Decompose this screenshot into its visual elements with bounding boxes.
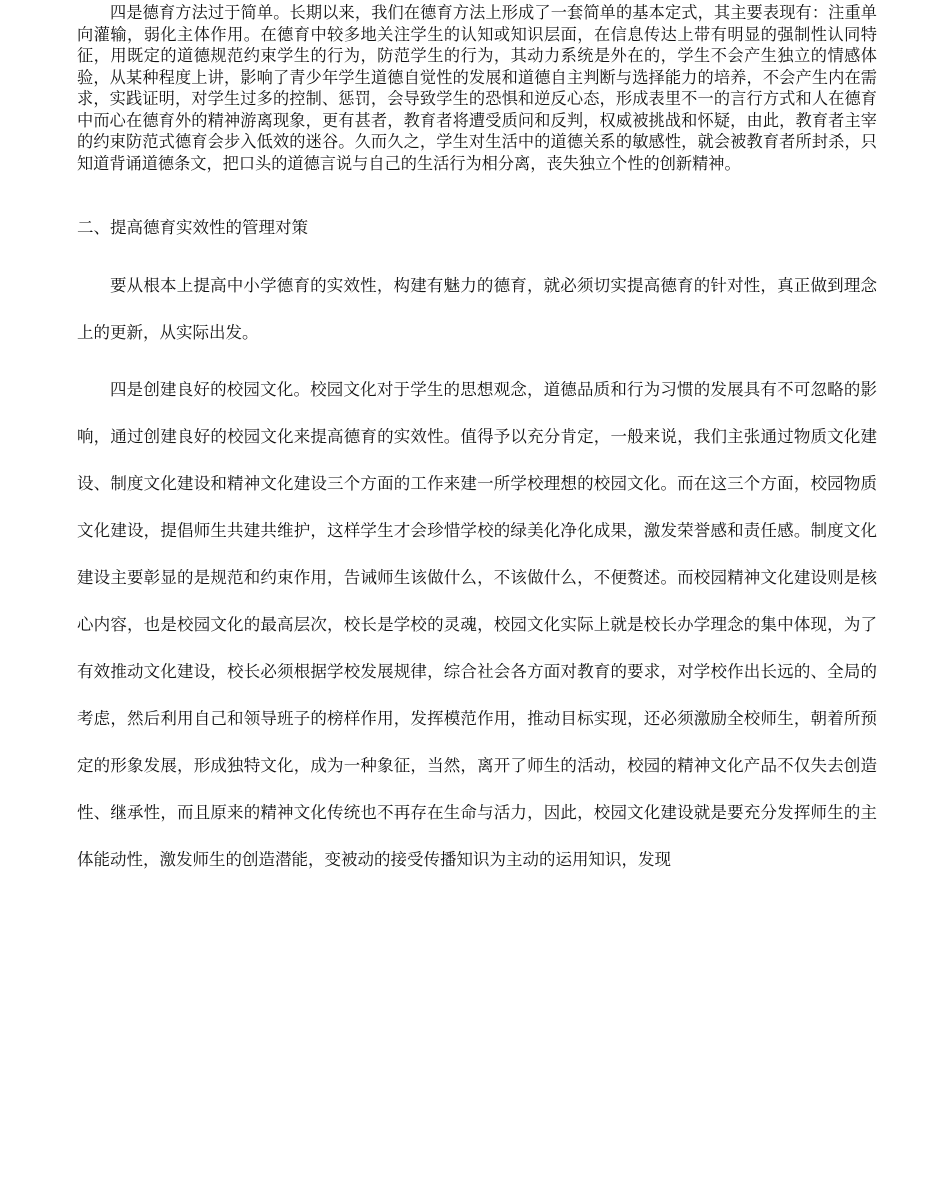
- section-heading: 二、提高德育实效性的管理对策: [77, 218, 308, 237]
- paragraph-moral-education-methods: 四是德育方法过于简单。长期以来，我们在德育方法上形成了一套简单的基本定式，其主要表现有：注重单向灌输，弱化主体作用。在德育中较多地关注学生的认知或知识层面，在信息传达上带有明显的强制性认同特征，用既定的道德规范约束学生的行为，防范学生的行为，其动力系统是外在的，学生不会产生独立的情感体验，从某种程度上讲，影响了青少年学生道德自觉性的发展和道德自主判断与选择能力的培养，不会产生内在需求，实践证明，对学生过多的控制、惩罚，会导致学生的恐惧和逆反心态，形成表里不一的言行方式和人在德育中而心在德育外的精神游离现象，更有甚者，教育者将遭受质问和反判，权威被挑战和怀疑，由此，教育者主宰的约束防范式德育会步入低效的迷谷。久而久之，学生对生活中的道德关系的敏感性，就会被教育者所封杀，只知道背诵道德条文，把口头的道德言说与自己的生活行为相分离，丧失独立个性的创新精神。: [77, 3, 877, 173]
- paragraph-campus-culture: 四是创建良好的校园文化。校园文化对于学生的思想观念，道德品质和行为习惯的发展具有不可忽略的影响，通过创建良好的校园文化来提高德育的实效性。值得予以充分肯定，一般来说，我们主张通过物质文化建设、制度文化建设和精神文化建设三个方面的工作来建一所学校理想的校园文化。而在这三个方面，校园物质文化建设，提倡师生共建共维护，这样学生才会珍惜学校的绿美化净化成果，激发荣誉感和责任感。制度文化建设主要彰显的是规范和约束作用，告诫师生该做什么，不该做什么，不便赘述。而校园精神文化建设则是核心内容，也是校园文化的最高层次，校长是学校的灵魂，校园文化实际上就是校长办学理念的集中体现，为了有效推动文化建设，校长必须根据学校发展规律，综合社会各方面对教育的要求，对学校作出长远的、全局的考虑，然后利用自己和领导班子的榜样作用，发挥模范作用，推动目标实现，还必须激励全校师生，朝着所预定的形象发展，形成独特文化，成为一种象征，当然，离开了师生的活动，校园的精神文化产品不仅失去创造性、继承性，而且原来的精神文化传统也不再存在生命与活力，因此，校园文化建设就是要充分发挥师生的主体能动性，激发师生的创造潜能，变被动的接受传播知识为主动的运用知识，发现: [77, 380, 877, 869]
- document-page: [77, 0, 877, 869]
- paragraph-improve-effectiveness: 要从根本上提高中小学德育的实效性，构建有魅力的德育，就必须切实提高德育的针对性，真正做到理念上的更新，从实际出发。: [77, 276, 877, 342]
